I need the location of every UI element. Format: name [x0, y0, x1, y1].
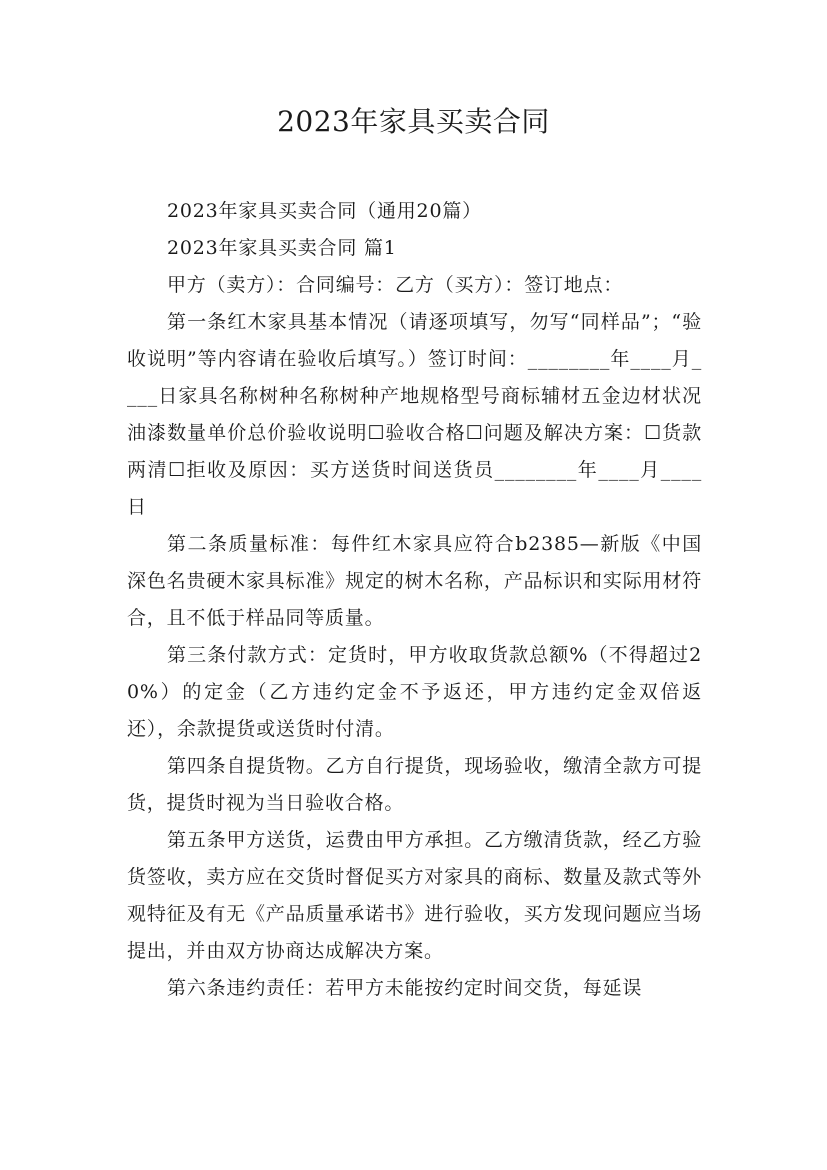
- parties-paragraph: 甲方（卖方）：合同编号：乙方（买方）：签订地点：: [167, 274, 624, 296]
- clause-2-paragraph: 第二条质量标准：每件红木家具应符合b2385—新版《中国深色名贵硬木家具标准》规定的树木名称，产品标识和实际用材符合，且不低于样品同等质量。: [127, 533, 702, 629]
- section-heading: 2023年家具买卖合同 篇1: [167, 237, 397, 259]
- clause-6-paragraph: 第六条违约责任：若甲方未能按约定时间交货，每延误: [167, 977, 643, 999]
- subtitle-paragraph: 2023年家具买卖合同（通用20篇）: [167, 200, 482, 222]
- document-body: [127, 193, 702, 1007]
- clause-5-paragraph: 第五条甲方送货，运费由甲方承担。乙方缴清货款，经乙方验货签收，卖方应在交货时督促买方对家具的商标、数量及款式等外观特征及有无《产品质量承诺书》进行验收，买方发现问题应当场提出，并由双方协商达成解决方案。: [127, 829, 702, 962]
- document-title: 2023年家具买卖合同: [277, 105, 550, 138]
- clause-4-paragraph: 第四条自提货物。乙方自行提货，现场验收，缴清全款方可提货，提货时视为当日验收合格。: [127, 755, 702, 814]
- clause-1-paragraph: 第一条红木家具基本情况（请逐项填写，勿写“同样品”；“验收说明”等内容请在验收后填写。）签订时间：________年____月____日家具名称树种名称树种产地规格型号商标辅材五金边材状况油漆数量单价总价验收说明☐验收合格☐问题及解决方案：☐货款两清☐拒收及原因：买方送货时间送货员________年____月____日: [127, 311, 702, 518]
- clause-3-paragraph: 第三条付款方式：定货时，甲方收取货款总额%（不得超过20%）的定金（乙方违约定金不予返还，甲方违约定金双倍返还），余款提货或送货时付清。: [127, 644, 702, 740]
